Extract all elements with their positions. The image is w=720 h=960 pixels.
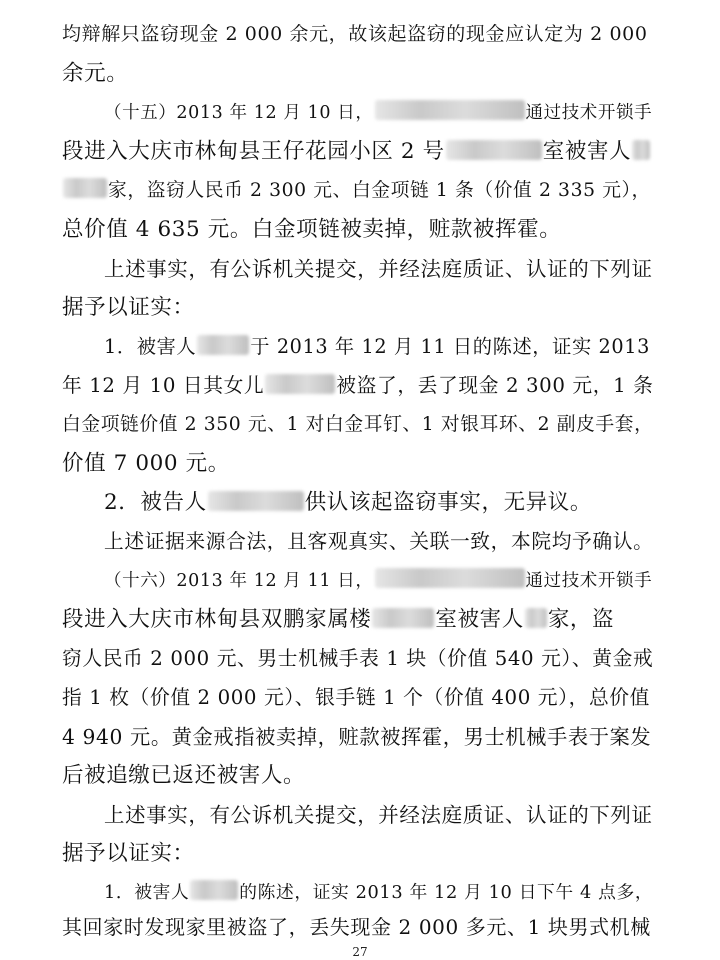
text-segment: 的陈述，证实 2013 年 12 月 10 日下午 4 点多， [239, 883, 654, 903]
text-line: 均辩解只盗窃现金 2 000 余元，故该起盗窃的现金应认定为 2 000 [62, 23, 648, 45]
text-segment: （十六）2013 年 12 月 11 日， [104, 571, 374, 591]
text-segment: 通过技术开锁手 [525, 571, 653, 591]
text-segment: 室被害人 [435, 607, 524, 632]
text-segment: 家，盗窃人民币 2 300 元、白金项链 1 条（价值 2 335 元）， [108, 180, 651, 201]
text-line: 指 1 枚（价值 2 000 元）、银手链 1 个（价值 400 元），总价值 [62, 686, 650, 709]
text-line: 上述证据来源合法，且客观真实、关联一致，本院均予确认。 [104, 530, 654, 553]
text-line [104, 333, 654, 361]
text-segment: 1．被害人 [104, 883, 190, 903]
text-line [62, 177, 654, 205]
text-segment: 被盗了，丢了现金 2 300 元，1 条 [336, 374, 654, 397]
text-segment: 段进入大庆市林甸县王仔花园小区 2 号 [62, 139, 445, 164]
text-line [62, 372, 654, 400]
text-line: 窃人民币 2 000 元、男士机械手表 1 块（价值 540 元）、黄金戒 [62, 647, 654, 670]
text-segment: 于 2013 年 12 月 11 日的陈述，证实 2013 [250, 335, 650, 358]
text-segment: 通过技术开锁手 [525, 103, 653, 123]
text-line [104, 489, 654, 517]
text-line: 余元。 [62, 61, 129, 86]
text-segment: 2．被告人 [104, 490, 207, 515]
redaction-mark [375, 568, 525, 588]
text-line [104, 99, 654, 127]
redaction-mark [190, 880, 238, 900]
text-line: 价值 7 000 元。 [62, 451, 230, 476]
text-line: 据予以证实： [62, 841, 195, 866]
text-segment: 段进入大庆市林甸县双鹏家属楼 [62, 607, 372, 632]
redaction-mark [265, 374, 335, 394]
text-line [62, 606, 654, 634]
redaction-mark [63, 178, 107, 198]
redaction-mark [197, 335, 249, 355]
text-segment: 室被害人 [542, 139, 632, 164]
text-line [104, 879, 654, 907]
text-segment: 供认该起盗窃事实，无异议。 [304, 490, 592, 515]
redaction-mark [372, 608, 434, 628]
text-line [62, 138, 654, 166]
text-line: 4 940 元。黄金戒指被卖掉，赃款被挥霍，男士机械手表于案发 [62, 725, 652, 749]
text-line: 上述事实，有公诉机关提交，并经法庭质证、认证的下列证 [104, 803, 653, 827]
text-line [104, 567, 654, 595]
text-line: 其回家时发现家里被盗了，丢失现金 2 000 多元、1 块男式机械 [62, 915, 651, 939]
text-segment: 1．被害人 [104, 335, 197, 358]
redaction-mark [525, 608, 547, 628]
redaction-mark [446, 140, 542, 160]
text-segment: （十五）2013 年 12 月 10 日， [104, 103, 374, 123]
redaction-mark [632, 140, 650, 160]
text-line: 据予以证实： [62, 295, 195, 320]
redaction-mark [208, 491, 304, 511]
text-line: 上述事实，有公诉机关提交，并经法庭质证、认证的下列证 [104, 257, 653, 281]
page-number: 27 [352, 945, 368, 959]
text-segment: 年 12 月 10 日其女儿 [62, 374, 265, 397]
text-segment: 家，盗 [547, 607, 615, 632]
text-line: 白金项链价值 2 350 元、1 对白金耳钉、1 对银耳环、2 副皮手套， [62, 414, 654, 435]
redaction-mark [375, 100, 525, 120]
text-line: 后被追缴已返还被害人。 [62, 763, 306, 788]
text-line: 总价值 4 635 元。白金项链被卖掉，赃款被挥霍。 [62, 217, 562, 242]
